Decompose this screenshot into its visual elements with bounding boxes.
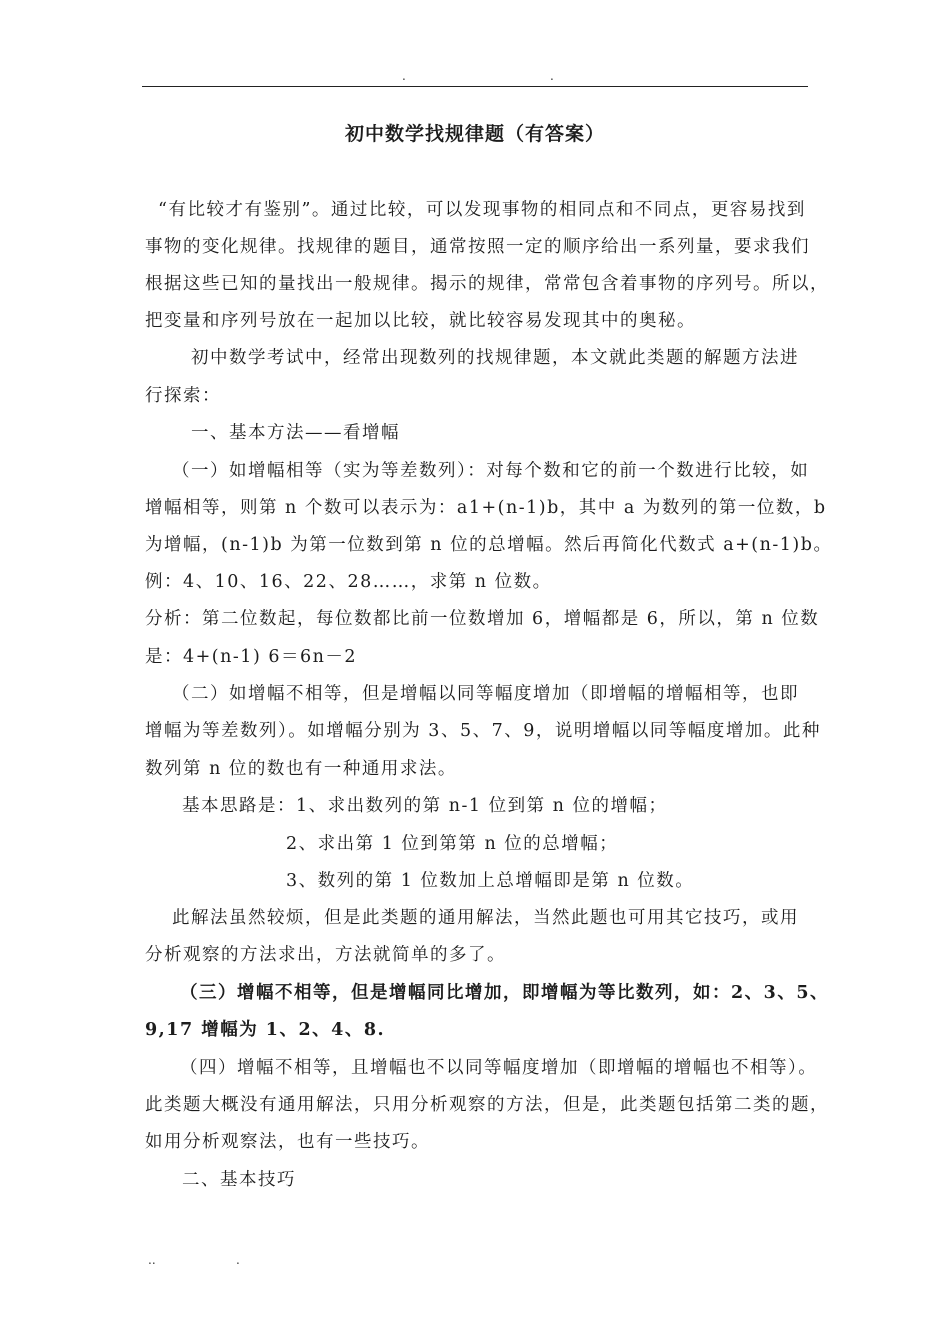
bold-paragraph-line: （三）增幅不相等，但是增幅同比增加，即增幅为等比数列，如：2、3、5、: [180, 983, 830, 1003]
section-heading: 二、基本技巧: [182, 1170, 296, 1190]
paragraph-line: （四）增幅不相等，且增幅也不以同等幅度增加（即增幅的增幅也不相等）。: [180, 1058, 818, 1078]
paragraph-line: 为增幅，(n-1)b 为第一位数到第 n 位的总增幅。然后再简化代数式 a+(n-1)b。: [145, 535, 833, 555]
paragraph-line: 此解法虽然较烦，但是此类题的通用解法，当然此题也可用其它技巧，或用: [172, 908, 799, 928]
header-rule: [142, 86, 808, 87]
paragraph-line: 初中数学考试中，经常出现数列的找规律题，本文就此类题的解题方法进: [191, 348, 799, 368]
footer-dot-left: ..: [148, 1253, 156, 1267]
section-heading: 一、基本方法——看增幅: [191, 423, 400, 443]
step-line: 3、数列的第 1 位数加上总增幅即是第 n 位数。: [286, 871, 695, 891]
paragraph-line: 如用分析观察法，也有一些技巧。: [145, 1132, 430, 1152]
step-line: 2、求出第 1 位到第第 n 位的总增幅；: [286, 834, 619, 854]
paragraph-line: 此类题大概没有通用解法，只用分析观察的方法，但是，此类题包括第二类的题，: [145, 1095, 829, 1115]
example-line: 例：4、10、16、22、28……，求第 n 位数。: [145, 572, 552, 592]
paragraph-line: 增幅为等差数列）。如增幅分别为 3、5、7、9，说明增幅以同等幅度增加。此种: [145, 721, 821, 741]
paragraph-line: 行探索：: [145, 386, 221, 406]
step-line: 基本思路是：1、求出数列的第 n-1 位到第 n 位的增幅；: [182, 796, 668, 816]
footer-dot-right: .: [236, 1253, 240, 1267]
paragraph-line: 事物的变化规律。找规律的题目，通常按照一定的顺序给出一系列量，要求我们: [145, 237, 810, 257]
analysis-line: 是：4+(n-1) 6＝6n－2: [145, 647, 358, 667]
paragraph-line: 分析观察的方法求出，方法就简单的多了。: [145, 945, 506, 965]
header-dot-left: .: [402, 69, 406, 83]
paragraph-line: “有比较才有鉴别”。通过比较，可以发现事物的相同点和不同点，更容易找到: [158, 200, 806, 220]
paragraph-line: （一）如增幅相等（实为等差数列）：对每个数和它的前一个数进行比较，如: [172, 461, 810, 481]
paragraph-line: 数列第 n 位的数也有一种通用求法。: [145, 759, 457, 779]
paragraph-line: 根据这些已知的量找出一般规律。揭示的规律，常常包含着事物的序列号。所以，: [145, 274, 829, 294]
bold-paragraph-line: 9,17 增幅为 1、2、4、8.: [145, 1020, 386, 1040]
analysis-line: 分析：第二位数起，每位数都比前一位数增加 6，增幅都是 6，所以，第 n 位数: [145, 609, 820, 629]
paragraph-line: （二）如增幅不相等，但是增幅以同等幅度增加（即增幅的增幅相等，也即: [172, 684, 799, 704]
page-title: 初中数学找规律题（有答案）: [344, 123, 605, 145]
paragraph-line: 把变量和序列号放在一起加以比较，就比较容易发现其中的奥秘。: [145, 311, 696, 331]
header-dot-right: .: [550, 69, 554, 83]
paragraph-line: 增幅相等，则第 n 个数可以表示为：a1+(n-1)b，其中 a 为数列的第一位数，b: [145, 498, 827, 518]
